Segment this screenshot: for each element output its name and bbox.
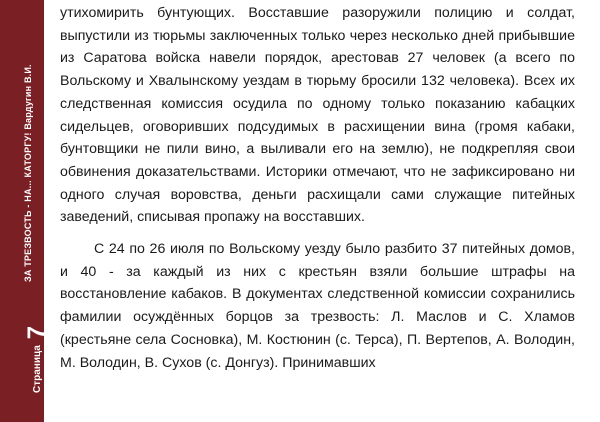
sidebar <box>0 0 50 422</box>
running-header: ЗА ТРЕЗВОСТЬ - НА... КАТОРГУ! Вардугин В.И. <box>23 64 33 282</box>
page-number: 7 <box>23 325 50 340</box>
page-indicator <box>22 326 52 393</box>
page-label: Страница <box>31 345 43 393</box>
paragraph-2: С 24 по 26 июля по Вольскому уезду было разбито 37 питейных домов, и 40 - за каждый из них с крестьян взяли большие штрафы на восстановление кабаков. В документах следственной комиссии сохранились фамилии осуждённых борцов за трезвость: Л. Маслов и С. Хламов (крестьяне села Сосновка), М. Костюнин (с. Терса), П. Вертепов, А. Володин, М. Володин, В. Сухов (с. Донгуз). Принимавших <box>60 241 575 371</box>
article-body <box>60 2 575 374</box>
paragraph-1: утихомирить бунтующих. Восставшие разоружили полицию и солдат, выпустили из тюрьмы заключенных только через несколько дней прибывшие из Саратова войска навели порядок, арестовав 27 человек (а всего по Вольскому и Хвалынскому уездам в тюрьму бросили 132 человека). Всех их следственная комиссия осудила по одному только показанию кабацких сидельцев, оговоривших подсудимых в расхищении вина (громя кабаки, бунтовщики не пили вино, а выливали его на землю), не подкрепляя свои обвинения доказательствами. Историки отмечают, что не зафиксировано ни одного случая воровства, деньги расхищали сами служащие питейных заведений, списывая пропажу на восставших. <box>60 5 575 226</box>
